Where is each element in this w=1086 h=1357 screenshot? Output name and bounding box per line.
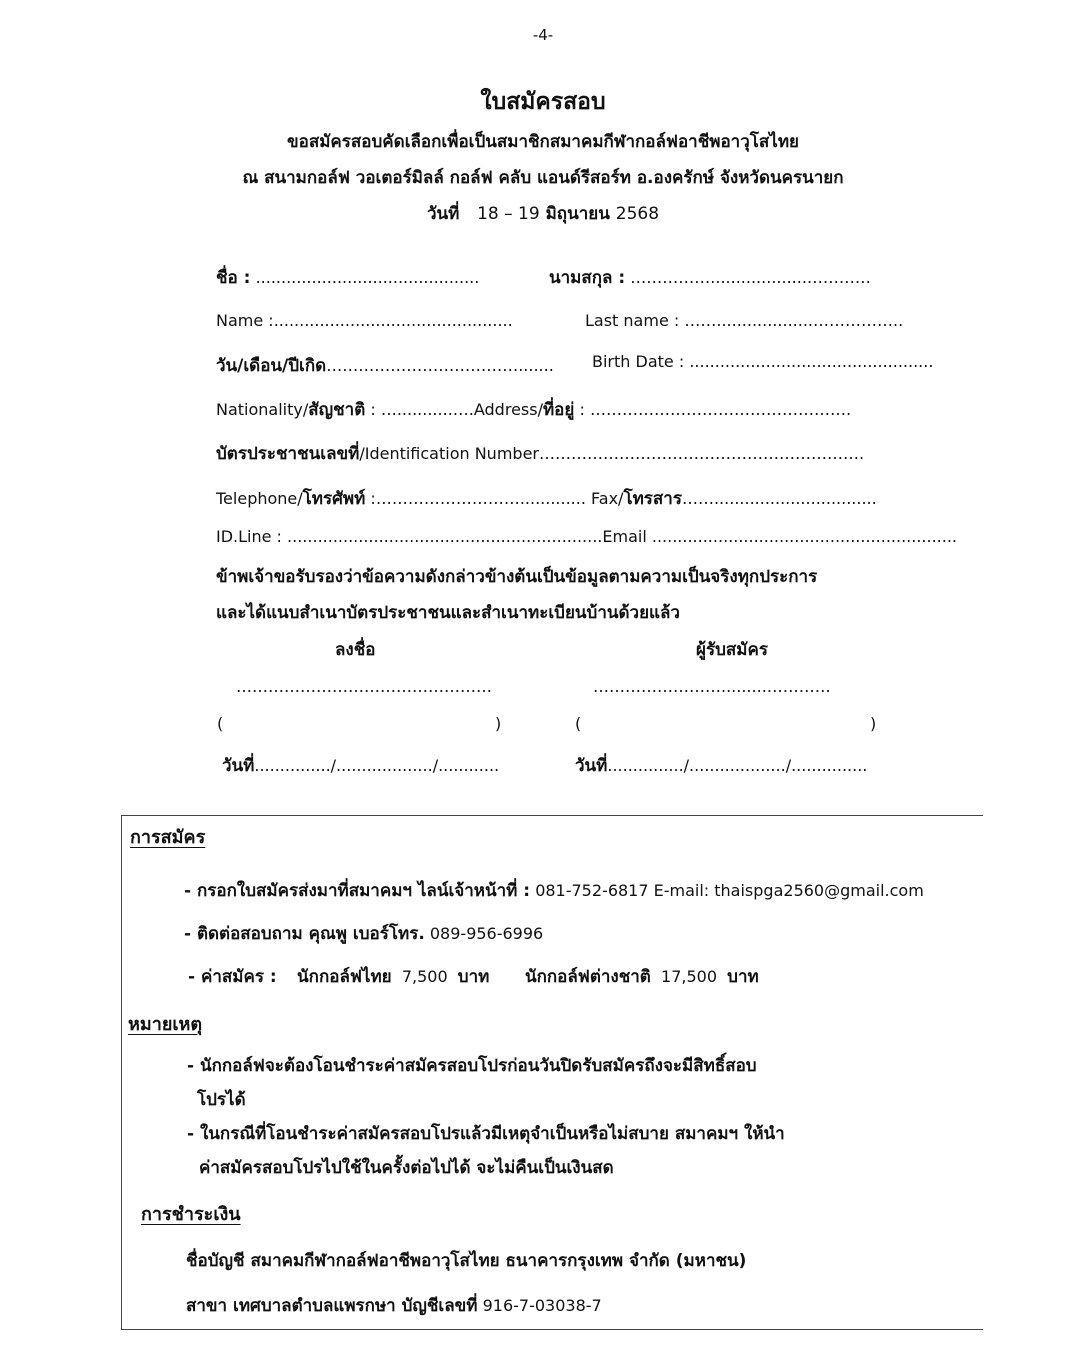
nationality-en-label: Nationality/ <box>216 400 309 419</box>
receiver-label: ผู้รับสมัคร <box>696 640 768 660</box>
account-name-text: ชื่อบัญชี สมาคมกีฬากอล์ฟอาชีพอาวุโสไทย ธนาคารกรุงเทพ จำกัด (มหาชน) <box>186 1251 747 1271</box>
dob-th-label: วัน/เดือน/ปีเกิด <box>216 356 327 376</box>
payment-account-line <box>186 1247 746 1274</box>
exam-date-label: วันที่ <box>426 204 460 224</box>
email-label: Email <box>602 527 647 546</box>
remark-1-text: - นักกอล์ฟจะต้องโอนชำระค่าสมัครสอบโปรก่อนวันปิดรับสมัครถึงจะมีสิทธิ์สอบ <box>187 1056 757 1076</box>
form-title: ใบสมัครสอบ <box>480 89 606 115</box>
birth-date-line[interactable]: ................................................ <box>689 352 934 371</box>
first-name-th-label: ชื่อ : <box>216 268 251 288</box>
receiver-paren-close: ) <box>870 714 877 733</box>
remark-2 <box>187 1120 785 1147</box>
last-name-en-field[interactable] <box>585 311 903 330</box>
id-th-label: บัตรประชาชนเลขที่ <box>216 444 360 464</box>
last-name-en-line[interactable]: ……...................…………….. <box>684 311 904 330</box>
remark-1-continued <box>197 1086 246 1113</box>
name-en-field[interactable] <box>216 311 513 330</box>
email-line[interactable]: ............................................................ <box>651 527 958 546</box>
fax-en-label: Fax/ <box>591 489 624 508</box>
first-name-th-line[interactable]: ............................................ <box>255 268 480 287</box>
telephone-th-label: โทรศัพท์ <box>302 489 366 509</box>
payment-heading: การชำระเงิน <box>141 1204 241 1225</box>
application-heading: การสมัคร <box>130 827 206 848</box>
exam-date-year: 2568 <box>615 204 660 224</box>
nationality-line[interactable]: …...........…. <box>380 400 474 419</box>
birth-date-label: Birth Date : <box>592 352 685 371</box>
id-number-field[interactable] <box>216 440 864 467</box>
signer-paren-close: ) <box>495 714 502 733</box>
address-colon: : <box>574 400 585 419</box>
address-en-label: Address/ <box>473 400 543 419</box>
receiver-date-field[interactable] <box>575 752 867 779</box>
remark-2-text: - ในกรณีที่โอนชำระค่าสมัครสอบโปรแล้วมีเหตุจำเป็นหรือไม่สบาย สมาคมฯ ให้นำ <box>187 1124 785 1144</box>
baht-label-2: บาท <box>727 967 759 987</box>
application-line-2 <box>184 920 543 947</box>
telephone-colon: : <box>365 489 376 508</box>
receiver-date-line[interactable]: .............../.................../............... <box>607 756 868 775</box>
baht-label-1: บาท <box>457 967 490 987</box>
application-line-1-text: - กรอกใบสมัครส่งมาที่สมาคมฯ ไลน์เจ้าหน้าที่ : <box>184 881 531 901</box>
branch-text: สาขา เทศบาลตำบลแพรกษา บัญชีเลขที่ <box>186 1296 478 1316</box>
first-name-th-field[interactable] <box>216 264 479 291</box>
page-number: -4- <box>532 26 554 44</box>
receiver-paren-open: ( <box>575 714 582 733</box>
nationality-th-label: สัญชาติ <box>308 400 366 420</box>
receiver-date-label: วันที่ <box>575 756 608 776</box>
nationality-colon: : <box>365 400 376 419</box>
remarks-heading: หมายเหตุ <box>128 1014 203 1035</box>
line-id-label: ID.Line : <box>216 527 282 546</box>
last-name-th-line[interactable]: ……………...................………… <box>630 268 871 287</box>
fax-th-label: โทรสาร <box>623 489 682 509</box>
fax-line[interactable]: ……................................ <box>681 489 877 508</box>
remark-2-cont-text: ค่าสมัครสอบโปรไปใช้ในครั้งต่อไปได้ จะไม่คืนเป็นเงินสด <box>199 1158 614 1178</box>
signer-date-field[interactable] <box>222 752 499 779</box>
line-phone-number: 081-752-6817 <box>535 881 649 900</box>
last-name-th-field[interactable] <box>549 264 871 291</box>
name-en-label: Name : <box>216 311 274 330</box>
telephone-en-label: Telephone/ <box>216 489 303 508</box>
application-fee-line <box>188 963 759 990</box>
remark-1-cont-text: โปรได้ <box>197 1090 246 1110</box>
signer-signature-line[interactable]: ………………………………………… <box>236 677 492 696</box>
remark-1 <box>187 1052 757 1079</box>
last-name-en-label: Last name : <box>585 311 680 330</box>
id-number-line[interactable]: ……………………………………………………. <box>538 444 865 463</box>
name-en-line[interactable]: ............................................... <box>273 311 513 330</box>
telephone-fax-row[interactable] <box>216 485 877 512</box>
signer-label: ลงชื่อ <box>335 640 376 660</box>
nationality-address-row[interactable] <box>216 396 851 423</box>
exam-date-range: 18 – 19 <box>477 204 540 224</box>
dob-th-field[interactable] <box>216 352 554 379</box>
address-th-label: ที่อยู่ <box>542 400 575 420</box>
application-line-1 <box>184 877 924 904</box>
form-subtitle: ขอสมัครสอบคัดเลือกเพื่อเป็นสมาชิกสมาคมกีฬากอล์ฟอาชีพอาวุโสไทย <box>287 132 799 152</box>
last-name-th-label: นามสกุล : <box>549 268 626 288</box>
receiver-signature-line[interactable]: …………………….........………… <box>593 677 831 696</box>
line-id-line[interactable]: .............................................................. <box>287 527 603 546</box>
foreign-golfer-label: นักกอล์ฟต่างชาติ <box>524 967 651 987</box>
exam-date <box>0 200 1086 227</box>
venue-line: ณ สนามกอล์ฟ วอเตอร์มิลล์ กอล์ฟ คลับ แอนด์รีสอร์ท อ.องครักษ์ จังหวัดนครนายก <box>242 168 844 188</box>
certification-line-1: ข้าพเจ้าขอรับรองว่าข้อความดังกล่าวข้างต้นเป็นข้อมูลตามความเป็นจริงทุกประการ <box>216 567 818 587</box>
application-line-2-text: - ติดต่อสอบถาม คุณพู เบอร์โทร. <box>184 924 425 944</box>
certification-line-2: และได้แนบสำเนาบัตรประชาชนและสำเนาทะเบียนบ้านด้วยแล้ว <box>216 603 680 623</box>
address-line[interactable]: …………………………………………. <box>589 400 852 419</box>
signer-paren-open: ( <box>217 714 224 733</box>
exam-date-month: มิถุนายน <box>545 204 610 224</box>
remark-2-continued <box>199 1154 614 1181</box>
account-number: 916-7-03038-7 <box>482 1296 602 1315</box>
thai-fee: 7,500 <box>401 967 448 986</box>
id-en-label: /Identification Number <box>359 444 539 463</box>
telephone-line[interactable]: ………………………............. <box>375 489 586 508</box>
signer-date-label: วันที่ <box>222 756 255 776</box>
birth-date-field[interactable] <box>592 352 933 371</box>
fee-label: - ค่าสมัคร : <box>188 967 277 987</box>
email-address: E-mail: thaispga2560@gmail.com <box>653 881 924 900</box>
line-email-row[interactable] <box>216 527 957 546</box>
foreign-fee: 17,500 <box>661 967 717 986</box>
contact-phone-number: 089-956-6996 <box>429 924 544 943</box>
dob-th-line[interactable]: ………………………………....... <box>326 356 554 375</box>
payment-branch-line <box>186 1292 602 1319</box>
signer-date-line[interactable]: .............../.................../............ <box>254 756 500 775</box>
thai-golfer-label: นักกอล์ฟไทย <box>297 967 392 987</box>
